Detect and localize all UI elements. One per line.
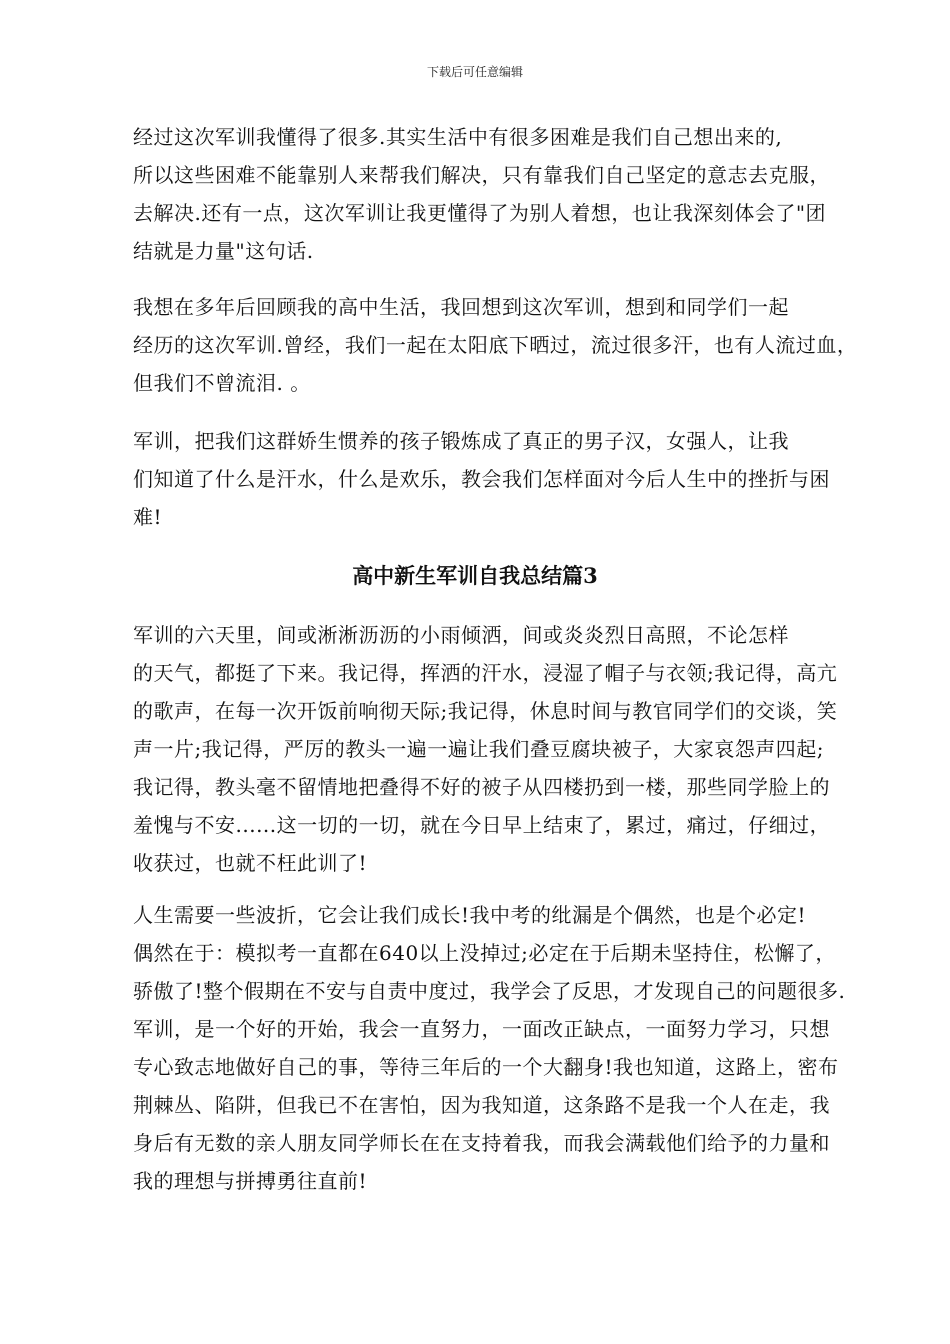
paragraph-5: 人生需要一些波折，它会让我们成长!我中考的纰漏是个偶然，也是个必定! 偶然在于：模拟考一直都在640以上没掉过;必定在于后期未坚持住，松懈了， 骄傲了!整个假期在不安与自责中度过，我学会了反思，才发现自己的问题很多. 军训，是一个好的开始，我会一直努力，一面改正缺点，一面努力学习，只想 专心致志地做好自己的事，等待三年后的一个大翻身!我也知道，这路上，密布 荆棘丛、陷阱，但我已不在害怕，因为我知道，这条路不是我一个人在走，我 身后有无数的亲人朋友同学师长在在支持着我，而我会满载他们给予的力量和 我的理想与拼搏勇往直前! (133, 903, 846, 1193)
paragraph-3: 军训，把我们这群娇生惯养的孩子锻炼成了真正的男子汉，女强人，让我 们知道了什么是汗水，什么是欢乐，教会我们怎样面对今后人生中的挫折与困 难! (133, 429, 830, 529)
page-header: 下载后可任意编辑 (426, 65, 523, 79)
paragraph-4: 军训的六天里，间或淅淅沥沥的小雨倾洒，间或炎炎烈日高照，不论怎样 的天气，都挺了下来。我记得，挥洒的汗水，浸湿了帽子与衣领;我记得，高亢 的歌声，在每一次开饭前响彻天际;我记得，休息时间与教官同学们的交谈，笑 声一片;我记得，严厉的教头一遍一遍让我们叠豆腐块被子，大家哀怨声四起; 我记得，教头毫不留情地把叠得不好的被子从四楼扔到一楼，那些同学脸上的 羞愧与不安......这一切的一切，就在今日早上结束了，累过，痛过，仔细过， 收获过，也就不枉此训了! (133, 623, 838, 875)
paragraph-1: 经过这次军训我懂得了很多.其实生活中有很多困难是我们自己想出来的, 所以这些困难不能靠别人来帮我们解决，只有靠我们自己坚定的意志去克服， 去解决.还有一点，这次军训让我更懂得了为别人着想，也让我深刻体会了"团 结就是力量"这句话. (133, 125, 830, 263)
paragraph-2: 我想在多年后回顾我的高中生活，我回想到这次军训，想到和同学们一起 经历的这次军训.曾经，我们一起在太阳底下晒过，流过很多汗，也有人流过血， 但我们不曾流泪. 。 (133, 295, 858, 395)
section-heading: 高中新生军训自我总结篇3 (352, 563, 598, 588)
